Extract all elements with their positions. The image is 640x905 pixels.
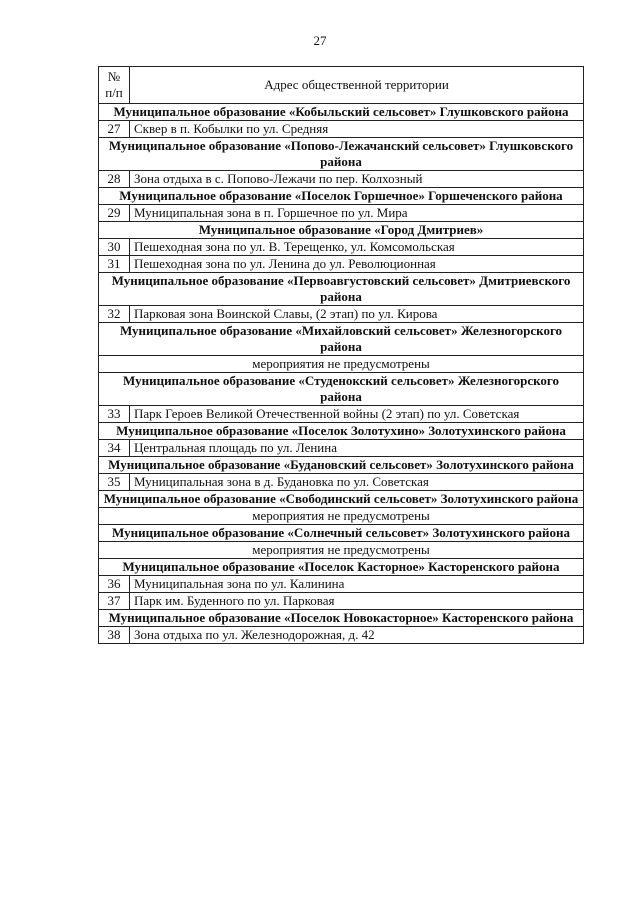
table-row xyxy=(99,205,584,222)
row-number: 38 xyxy=(99,627,130,644)
row-number: 27 xyxy=(99,121,130,138)
municipality-header-row xyxy=(99,323,584,356)
territory-address: Сквер в п. Кобылки по ул. Средняя xyxy=(130,121,584,138)
no-measures-note: мероприятия не предусмотрены xyxy=(99,542,584,559)
territory-address: Зона отдыха в с. Попово-Лежачи по пер. Колхозный xyxy=(130,171,584,188)
territory-address: Пешеходная зона по ул. В. Терещенко, ул. Комсомольская xyxy=(130,239,584,256)
row-number: 29 xyxy=(99,205,130,222)
table-row xyxy=(99,576,584,593)
row-number: 35 xyxy=(99,474,130,491)
table-row xyxy=(99,627,584,644)
table-row xyxy=(99,593,584,610)
municipality-header-row xyxy=(99,222,584,239)
territory-address: Зона отдыха по ул. Железнодорожная, д. 42 xyxy=(130,627,584,644)
table-row xyxy=(99,440,584,457)
row-number: 37 xyxy=(99,593,130,610)
municipality-title: Муниципальное образование «Будановский сельсовет» Золотухинского района xyxy=(99,457,584,474)
territory-address: Парк им. Буденного по ул. Парковая xyxy=(130,593,584,610)
table-header-row xyxy=(99,67,584,104)
row-number: 33 xyxy=(99,406,130,423)
table-row xyxy=(99,121,584,138)
row-number: 28 xyxy=(99,171,130,188)
municipality-header-row xyxy=(99,423,584,440)
municipality-title: Муниципальное образование «Студенокский сельсовет» Железногорского района xyxy=(99,373,584,406)
territory-address: Парк Героев Великой Отечественной войны (2 этап) по ул. Советская xyxy=(130,406,584,423)
row-number: 32 xyxy=(99,306,130,323)
municipality-title: Муниципальное образование «Поселок Золотухино» Золотухинского района xyxy=(99,423,584,440)
no-measures-note: мероприятия не предусмотрены xyxy=(99,356,584,373)
no-measures-note: мероприятия не предусмотрены xyxy=(99,508,584,525)
territory-address: Центральная площадь по ул. Ленина xyxy=(130,440,584,457)
territory-address: Пешеходная зона по ул. Ленина до ул. Революционная xyxy=(130,256,584,273)
table-row xyxy=(99,474,584,491)
municipality-header-row xyxy=(99,188,584,205)
municipality-header-row xyxy=(99,457,584,474)
table-row xyxy=(99,306,584,323)
municipality-header-row xyxy=(99,373,584,406)
municipality-title: Муниципальное образование «Кобыльский сельсовет» Глушковского района xyxy=(99,104,584,121)
note-row xyxy=(99,356,584,373)
municipality-header-row xyxy=(99,610,584,627)
row-number: 36 xyxy=(99,576,130,593)
territory-address: Парковая зона Воинской Славы, (2 этап) по ул. Кирова xyxy=(130,306,584,323)
municipality-title: Муниципальное образование «Свободинский сельсовет» Золотухинского района xyxy=(99,491,584,508)
table-row xyxy=(99,239,584,256)
municipality-title: Муниципальное образование «Поселок Горшечное» Горшеченского района xyxy=(99,188,584,205)
row-number: 34 xyxy=(99,440,130,457)
territories-table xyxy=(98,66,584,644)
table-row xyxy=(99,171,584,188)
municipality-title: Муниципальное образование «Город Дмитриев» xyxy=(99,222,584,239)
note-row xyxy=(99,508,584,525)
municipality-header-row xyxy=(99,104,584,121)
row-number: 31 xyxy=(99,256,130,273)
municipality-header-row xyxy=(99,491,584,508)
municipality-header-row xyxy=(99,273,584,306)
territory-address: Муниципальная зона в п. Горшечное по ул. Мира xyxy=(130,205,584,222)
municipality-header-row xyxy=(99,525,584,542)
municipality-title: Муниципальное образование «Поселок Касторное» Касторенского района xyxy=(99,559,584,576)
table-row xyxy=(99,406,584,423)
territory-address: Муниципальная зона в д. Будановка по ул. Советская xyxy=(130,474,584,491)
territory-address: Муниципальная зона по ул. Калинина xyxy=(130,576,584,593)
column-header-number xyxy=(99,67,130,104)
municipality-header-row xyxy=(99,138,584,171)
municipality-header-row xyxy=(99,559,584,576)
column-header-address: Адрес общественной территории xyxy=(130,67,584,104)
page-number: 27 xyxy=(313,33,327,48)
municipality-title: Муниципальное образование «Михайловский сельсовет» Железногорского района xyxy=(99,323,584,356)
column-header-number-label: № п/п xyxy=(105,69,123,100)
municipality-title: Муниципальное образование «Первоавгустовский сельсовет» Дмитриевского района xyxy=(99,273,584,306)
municipality-title: Муниципальное образование «Поселок Новокасторное» Касторенского района xyxy=(99,610,584,627)
table-row xyxy=(99,256,584,273)
row-number: 30 xyxy=(99,239,130,256)
note-row xyxy=(99,542,584,559)
municipality-title: Муниципальное образование «Попово-Лежачанский сельсовет» Глушковского района xyxy=(99,138,584,171)
municipality-title: Муниципальное образование «Солнечный сельсовет» Золотухинского района xyxy=(99,525,584,542)
